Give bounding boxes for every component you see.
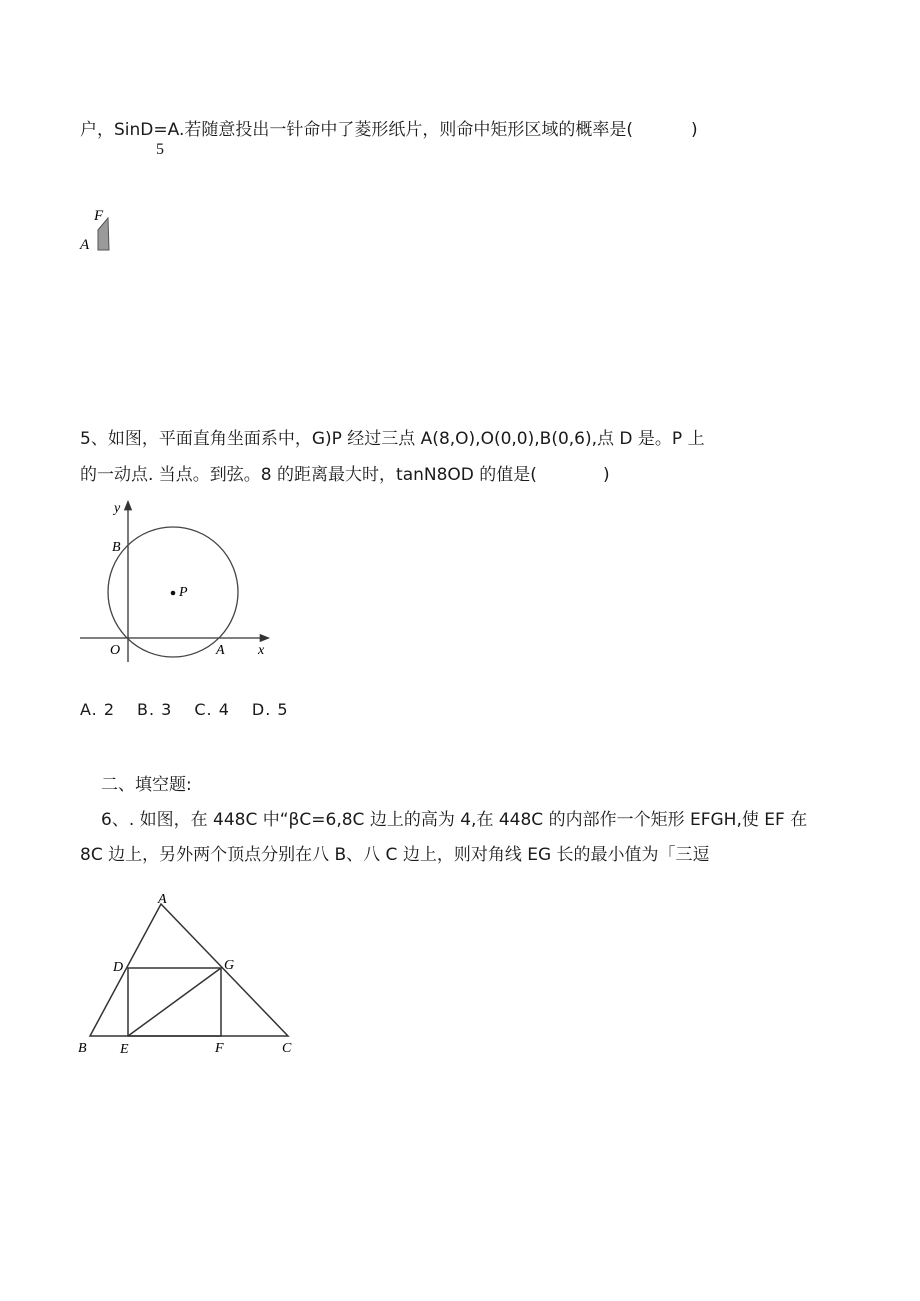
- label-y: y: [114, 501, 121, 516]
- choice-a: A. 2: [80, 700, 116, 719]
- choice-d: D. 5: [251, 700, 289, 719]
- q4-label-f: F: [94, 208, 104, 224]
- label-d: D: [113, 960, 124, 975]
- q4-denominator: 5: [156, 141, 164, 158]
- q5-text-line1: 5、如图，平面直角坐面系中，G)P 经过三点 A(8,O),O(0,0),B(0,6),点 D 是。P 上: [80, 429, 705, 449]
- q4-label-a: A: [80, 237, 90, 253]
- label-e: E: [120, 1042, 129, 1057]
- label-a: A: [158, 892, 167, 907]
- label-x: x: [258, 643, 265, 658]
- q5-choices: [80, 700, 311, 719]
- label-c: C: [282, 1041, 292, 1056]
- q6-triangle-figure: [74, 888, 304, 1060]
- label-p: P: [179, 585, 188, 600]
- label-o: O: [110, 643, 121, 658]
- q5-text: 的一动点. 当点。到弦。8 的距离最大时，tanN8OD 的值是(: [80, 465, 537, 485]
- q4-text: 户，SinD=A.若随意投出一针命中了菱形纸片，则命中矩形区域的概率是(: [80, 120, 633, 140]
- q6-text-line2: 8C 边上，另外两个顶点分别在八 B、八 C 边上，则对角线 EG 长的最小值为「三逗: [80, 845, 710, 865]
- q5-circle-figure: [80, 496, 280, 664]
- q6-text-line1: 6、. 如图，在 448C 中“βC=6,8C 边上的高为 4,在 448C 的内部作一个矩形 EFGH,使 EF 在: [101, 810, 808, 830]
- q5-text-line2: [80, 464, 610, 486]
- q4-figure-fragment: [78, 206, 118, 254]
- choice-b: B. 3: [137, 700, 173, 719]
- choice-c: C. 4: [194, 700, 230, 719]
- label-g: G: [224, 958, 235, 973]
- q4-paren-close: ): [691, 120, 698, 140]
- center-point-p: [171, 591, 176, 596]
- q4-text-line1: [80, 119, 698, 141]
- diagonal-eg: [128, 968, 221, 1036]
- section-title: 二、填空题:: [101, 775, 192, 795]
- label-b: B: [78, 1041, 87, 1056]
- label-f: F: [215, 1041, 224, 1056]
- label-a: A: [216, 643, 225, 658]
- label-b: B: [112, 540, 121, 555]
- q5-paren-close: ): [602, 465, 610, 485]
